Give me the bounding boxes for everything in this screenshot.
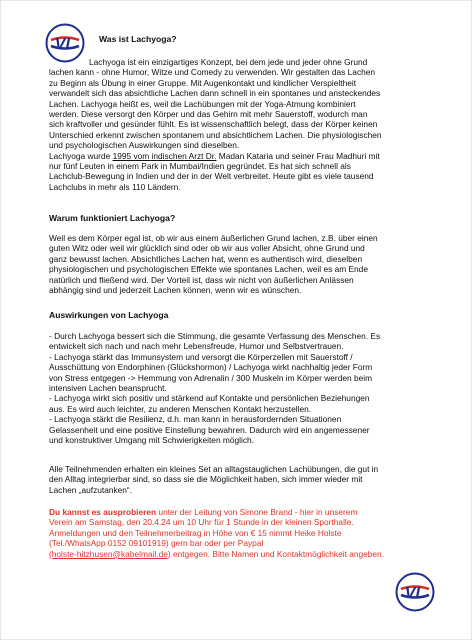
logo-text: VL <box>54 36 76 53</box>
heading-warum: Warum funktioniert Lachyoga? <box>49 213 176 223</box>
paragraph-warum: Weil es dem Körper egal ist, ob wir aus einem äußerlichen Grund lachen, z.B. über einen guten Witz oder weil wir glücklich sind oder ob wir aus voller Absicht, ohne Grund und ganz bewusst lachen. Absichtliches Lachen hat, wenn es authentisch wird, dieselben physiologischen und psychologischen Effekte wie spontanes Lachen, weil es am Ende natürlich und fließend wird. Der Vorteil ist, dass wir nicht von äußerlichen Anlässen abhängig sind und jederzeit Lachen können, wenn wir es wünschen. <box>49 233 378 296</box>
heading-was-ist-lachyoga: Was ist Lachyoga? <box>99 34 177 44</box>
email-link[interactable]: (holste-hitzhusen@kabelmail.de <box>49 548 168 559</box>
logo-text: VL <box>404 585 426 602</box>
underlined-founder-text: 1995 vom indischen Arzt Dr. <box>112 150 217 161</box>
club-logo-bottom-icon <box>395 572 435 612</box>
paragraph-auswirkungen: - Durch Lachyoga bessert sich die Stimmung, die gesamte Verfassung des Menschen. Es entwickelt sich nach und nach mehr Lebensfreude, Humor und Selbstvertrauen. - Lachyoga stärkt das Immunsystem und versorgt die Körperzellen mit Sauerstoff / Ausschüttung von Endorphinen (Glückshormon) / Lachyoga wirkt nachhaltig jeder Form von Stress entgegen -> Hemmung von Adrenalin / 300 Muskeln im Körper werden beim intensiven Lachen beansprucht. - Lachyoga wirkt sich positiv und stärkend auf Kontakte und persönlichen Beziehungen aus. Es wird auch leichter, zu anderen Menschen Kontakt herzustellen. - Lachyoga stärkt die Resilienz, d.h. man kann in herausfordernden Situationen Gelassenheit und eine positive Einstellung bewahren. Dadurch wird ein angemessener und konstruktiver Umgang mit Schwierigkeiten möglich. <box>49 331 381 446</box>
paragraph-intro: Lachyoga ist ein einzigartiges Konzept, bei dem jede und jeder ohne Grund lachen kann - ohne Humor, Witze und Comedy zu verwenden. Wir gestalten das Lachen zu Beginn als Übung in einer Gruppe. Mit Augenkontakt und kindlicher Verspieltheit verwandelt sich das absichtliche Lachen dann schnell in ein spontanes und ansteckendes Lachen. Lachyoga heißt es, weil die Lachübungen mit der Yoga-Atmung kombiniert werden. Diese versorgt den Körper und das Gehirn mit mehr Sauerstoff, wodurch man sich kraftvoller und gesünder fühlt. Es ist wissenschaftlich belegt, dass der Körper keinen Unterschied erkennt zwischen spontanem und absichtlichem Lachen. Die physiologischen und psychologischen Auswirkungen sind dieselben. Lachyoga wurde 1995 vom indischen Arzt Dr. Madan Kataria und seiner Frau Madhuri mit nur fünf Leuten in einem Park in Mumbai/Indien gegründet. Es hat sich schnell als Lachclub-Bewegung in Indien und der in der Welt verbreitet. Heute gibt es viele tausend Lachclubs in mehr als 110 Ländern. <box>49 57 425 192</box>
paragraph-invitation: Du kannst es ausprobieren unter der Leitung von Simone Brand - hier in unserem Verein am Samstag, den 20.4.24 um 10 Uhr für 1 Stunde in der kleinen Sporthalle. Anmeldungen und den Teilnehmerbeitrag in Höhe von € 15 nimmt Heike Holste (Tel./WhatsApp 0152 09101919) gern bar oder per Paypal (holste-hitzhusen@kabelmail.de) entgegen. Bitte Namen und Kontaktmöglichkeit angeben. <box>49 507 385 559</box>
founding-line: Lachyoga wurde 1995 vom indischen Arzt Dr. Madan Kataria und seiner Frau Madhuri mit <box>49 150 380 161</box>
paragraph-teilnehmende: Alle Teilnehmenden erhalten ein kleines Set an alltagstauglichen Lachübungen, die gut in den Alltag integrierbar sind, so dass sie die Möglichkeit haben, sich immer wieder mit Lachen „aufzutanken“. <box>49 464 379 495</box>
heading-auswirkungen: Auswirkungen von Lachyoga <box>49 310 169 320</box>
invitation-highlight: Du kannst es ausprobieren <box>49 507 157 517</box>
